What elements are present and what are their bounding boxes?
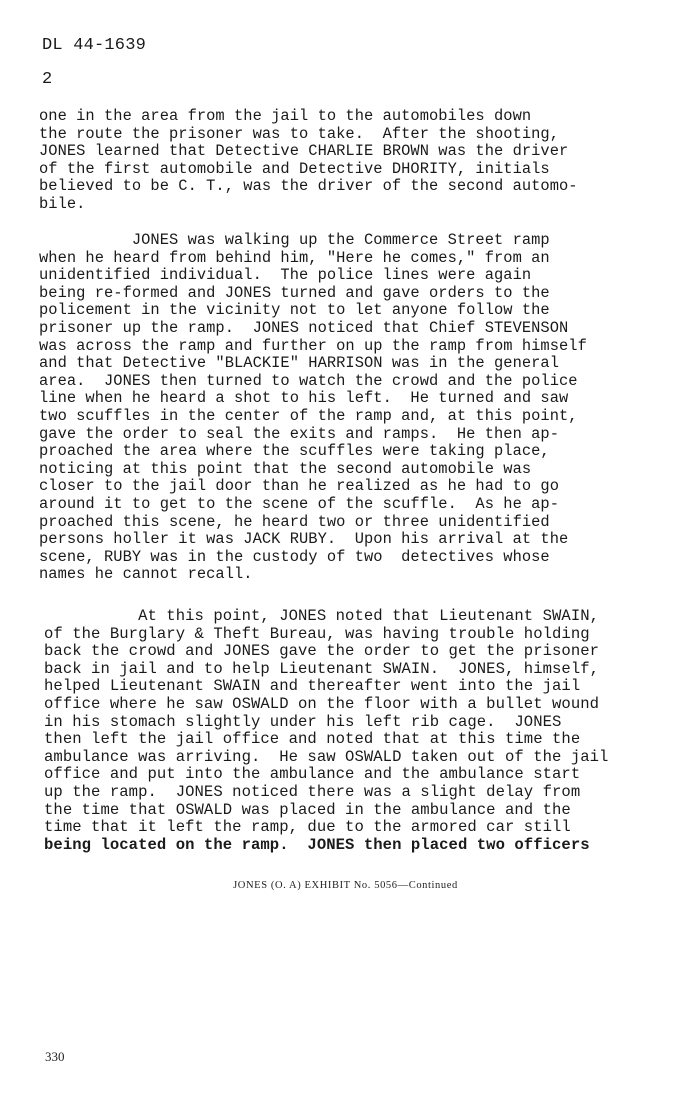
text-line: JONES was walking up the Commerce Street ramp (39, 231, 550, 249)
text-line: up the ramp. JONES noticed there was a slight delay from (44, 782, 581, 801)
text-line: office where he saw OSWALD on the floor with a bullet wound (44, 694, 600, 713)
text-line: gave the order to seal the exits and ramps. He then ap- (39, 424, 560, 443)
page-sequence: 2 (42, 70, 53, 89)
paragraph-2 (39, 232, 587, 584)
text-line: and that Detective "BLACKIE" HARRISON was in the general (39, 354, 560, 373)
text-line: believed to be C. T., was the driver of the second automo- (39, 177, 578, 196)
text-line: policement in the vicinity not to let anyone follow the (39, 301, 550, 320)
page-number: 330 (45, 1049, 65, 1064)
text-line: of the first automobile and Detective DHORITY, initials (39, 159, 550, 178)
text-line: back in jail and to help Lieutenant SWAIN. JONES, himself, (44, 659, 600, 678)
text-line: of the Burglary & Theft Bureau, was having trouble holding (44, 624, 590, 643)
text-line: ambulance was arriving. He saw OSWALD taken out of the jail (44, 747, 609, 766)
text-line: being located on the ramp. JONES then placed two officers (44, 835, 590, 854)
text-line: bile. (39, 194, 86, 213)
paragraph-3 (44, 608, 608, 854)
text-line: the time that OSWALD was placed in the ambulance and the (44, 800, 571, 819)
text-line: line when he heard a shot to his left. He turned and saw (39, 389, 569, 408)
text-line: in his stomach slightly under his left rib cage. JONES (44, 712, 562, 731)
text-line: closer to the jail door than he realized as he had to go (39, 477, 560, 496)
text-line: when he heard from behind him, "Here he comes," from an (39, 248, 550, 267)
text-line: area. JONES then turned to watch the crowd and the police (39, 371, 578, 390)
text-line: around it to get to the scene of the scuffle. As he ap- (39, 494, 560, 513)
text-line: helped Lieutenant SWAIN and thereafter went into the jail (44, 677, 581, 696)
text-line: names he cannot recall. (39, 565, 253, 584)
paragraph-1 (39, 108, 578, 214)
text-line: then left the jail office and noted that at this time the (44, 730, 581, 749)
text-line: noticing at this point that the second automobile was (39, 459, 532, 478)
text-line: JONES learned that Detective CHARLIE BROWN was the driver (39, 142, 569, 161)
text-line: one in the area from the jail to the automobiles down (39, 107, 532, 125)
text-line: proached this scene, he heard two or three unidentified (39, 512, 550, 531)
file-number: DL 44-1639 (42, 36, 147, 55)
text-line: persons holler it was JACK RUBY. Upon his arrival at the (39, 530, 569, 549)
text-line: being re-formed and JONES turned and gave orders to the (39, 283, 550, 302)
text-line: unidentified individual. The police lines were again (39, 266, 532, 285)
text-line: office and put into the ambulance and the ambulance start (44, 765, 581, 784)
text-line: At this point, JONES noted that Lieutenant SWAIN, (44, 607, 600, 625)
text-line: time that it left the ramp, due to the armored car still (44, 818, 571, 837)
text-line: proached the area where the scuffles were taking place, (39, 442, 550, 461)
exhibit-caption: JONES (O. A) EXHIBIT No. 5056—Continued (233, 880, 458, 891)
text-line: two scuffles in the center of the ramp and, at this point, (39, 406, 578, 425)
text-line: scene, RUBY was in the custody of two detectives whose (39, 547, 550, 566)
text-line: the route the prisoner was to take. After the shooting, (39, 124, 560, 143)
text-line: was across the ramp and further on up the ramp from himself (39, 336, 587, 355)
text-line: back the crowd and JONES gave the order to get the prisoner (44, 642, 600, 661)
text-line: prisoner up the ramp. JONES noticed that Chief STEVENSON (39, 318, 569, 337)
